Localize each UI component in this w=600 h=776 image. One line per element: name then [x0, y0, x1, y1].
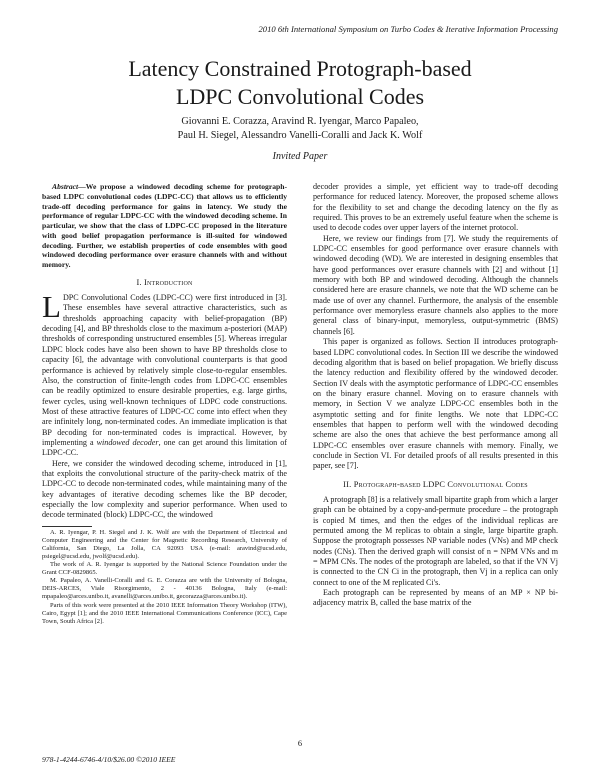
- title-line-1: Latency Constrained Protograph-based: [128, 56, 472, 81]
- isbn-footer: 978-1-4244-6746-4/10/$26.00 ©2010 IEEE: [42, 755, 176, 764]
- author-list: [0, 115, 600, 142]
- page-number: 6: [297, 739, 303, 748]
- title-line-2: LDPC Convolutional Codes: [175, 84, 425, 109]
- right-paragraph-2: Here, we review our findings from [7]. We study the requirements of LDPC-CC ensembles for good performance over erasure channels with windowed decoding (WD). We are interested in designing ensembles that have good performances over erasure channels with [2] and without [1] memory with both BP and windowed decoding. Although the channels considered here are erasure channels, we note that the WD scheme can be made use of over any channel. Furthermore, the analysis of the ensemble performance over memoryless erasure channels also applies to the more general class of binary-input, memoryless, output-symmetric (BMS) channels [6].: [313, 233, 558, 336]
- intro-paragraph-2: Here, we consider the windowed decoding scheme, introduced in [1], that exploits the convolutional structure of the parity-check matrix of the LDPC-CC to decode non-terminated codes, while maintaining many of the key advantages of iterative decoding schemes like the BP decoder, especially the low complexity and superior performance. When used to decode terminated (block) LDPC-CC, the windowed: [42, 458, 287, 520]
- drop-cap: L: [42, 289, 61, 325]
- right-paragraph-5: Each protograph can be represented by means of an MP × NP bi-adjacency matrix B, called the base matrix of the: [313, 588, 558, 608]
- right-column: [313, 182, 558, 609]
- invited-paper-label: Invited Paper: [272, 151, 328, 162]
- footnote-1: A. R. Iyengar, P. H. Siegel and J. K. Wolf are with the Department of Electrical and Computer Engineering and the Center for Magnetic Recording Research, University of California, San Diego, La Jolla, CA 92093 USA (e-mail: aravind@ucsd.edu, psiegel@ucsd.edu, jwolf@ucsd.edu).: [42, 528, 287, 560]
- footnote-2: The work of A. R. Iyengar is supported by the National Science Foundation under the Grant CCF-0829865.: [42, 561, 287, 577]
- section-2-heading: II. Protograph-based LDPC Convolutional Codes: [343, 479, 528, 489]
- authors-line-2: Paul H. Siegel, Alessandro Vanelli-Coralli and Jack K. Wolf: [177, 129, 423, 141]
- footnote-4: Parts of this work were presented at the 2010 IEEE Information Theory Workshop (ITW), Cairo, Egypt [1]; and the 2010 IEEE International Communications Conference (ICC), Cape Town, South Africa [2].: [42, 601, 287, 625]
- left-column: [42, 182, 287, 626]
- intro-p1-emphasis: windowed decoder: [96, 437, 159, 447]
- footnote-3: M. Papaleo, A. Vanelli-Coralli and G. E. Corazza are with the University of Bologna, DEIS-ARCES, Viale Risorgimento, 2 - 40136 Bologna, Italy (e-mail: mpapaleo@arces.unibo.it, avanelli@arces.unibo.it, gecorazza@arces.unibo.it).: [42, 577, 287, 601]
- abstract-label: Abstract: [52, 182, 79, 191]
- authors-line-1: Giovanni E. Corazza, Aravind R. Iyengar, Marco Papaleo,: [181, 116, 419, 127]
- right-paragraph-1: decoder provides a simple, yet efficient way to trade-off decoding performance for reduced latency. Moreover, the proposed scheme allows for the flexibility to set and change the decoding latency on the fly as required. This proves to be an extremely useful feature when the scheme is used to decode codes over upper layers of the internet protocol.: [313, 182, 558, 233]
- abstract-text: —We propose a windowed decoding scheme for protograph-based LDPC convolutional codes (LDPC-CC) that allows us to efficiently trade-off decoding performance for gains in latency. We study the performance of regular LDPC-CC with the windowed decoding scheme. In particular, we show that the class of LDPC-CC proposed in the literature with good belief propagation performance is ill-suited for windowed decoding. Further, we establish properties of code ensembles with good windowed decoding performance over erasure channels with and without memory.: [42, 182, 287, 269]
- conference-header: 2010 6th International Symposium on Turbo Codes & Iterative Information Processing: [258, 24, 558, 34]
- intro-p1-end: , one can get around this limitation of LDPC-CC.: [42, 437, 287, 458]
- right-paragraph-4: A protograph [8] is a relatively small bipartite graph from which a larger graph can be obtained by a copy-and-permute procedure – the protograph is copied M times, and then the edges of the individual replicas are permuted among the M replicas to obtain a single, large bipartite graph. Suppose the protograph possesses NP variable nodes (VNs) and MP check nodes (CNs). Then the derived graph will consist of n = NPM VNs and m = MPM CNs. The nodes of the protograph are labeled, so that if the VN Vj is connected to the CN Ci in the protograph, then Vj in a replica can only connect to one of the M replicated Ci's.: [313, 494, 558, 587]
- intro-p1-text: DPC Convolutional Codes (LDPC-CC) were first introduced in [3]. These ensembles have several attractive characteristics, such as thresholds approaching capacity with belief-propagation (BP) decoding [4], and BP thresholds close to the maximum a-posteriori (MAP) thresholds of corresponding unstructured ensembles [5]. Whereas irregular LDPC block codes have also been shown to have BP thresholds close to capacity [6], the advantage with convolutional counterparts is that good performance is achieved by relatively simple close-to-regular ensembles. Also, the construction of finite-length codes from LDPC-CC ensembles can be readily optimized to ensure desirable properties, e.g. large girths, fewer cycles, using well-known techniques of LDPC code constructions. Most of these attractive features of LDPC-CC come into effect when they are infinitely long, non-terminated codes. An immediate implication is that BP decoding for non-terminated codes is impractical. However, by implementing a: [42, 293, 287, 447]
- section-1-heading: I. Introduction: [136, 277, 193, 287]
- intro-paragraph-1: [42, 289, 287, 459]
- footnote-rule: [42, 526, 92, 527]
- abstract: [42, 182, 287, 270]
- right-paragraph-3: This paper is organized as follows. Section II introduces protograph-based LDPC convolutional codes. In Section III we describe the windowed decoding algorithm that is based on belief propagation. We briefly discuss the latency reduction and flexibility offered by the windowed decoder. Section IV deals with the asymptotic performance of LDPC-CC ensembles on the binary erasure channel. Moving on to erasure channels with memory, in Section V we analyze LDPC-CC ensembles both in the asymptotic setting and for finite lengths. We note that LDPC-CC ensembles that happen to perform well with the windowed decoding scheme are also the ones that achieve the best performance among all LDPC-CC ensembles over erasure channels with memory. Finally, we conclude in Section VI. For detailed proofs of all results presented in this paper, see [7].: [313, 337, 558, 471]
- paper-title: [0, 55, 600, 111]
